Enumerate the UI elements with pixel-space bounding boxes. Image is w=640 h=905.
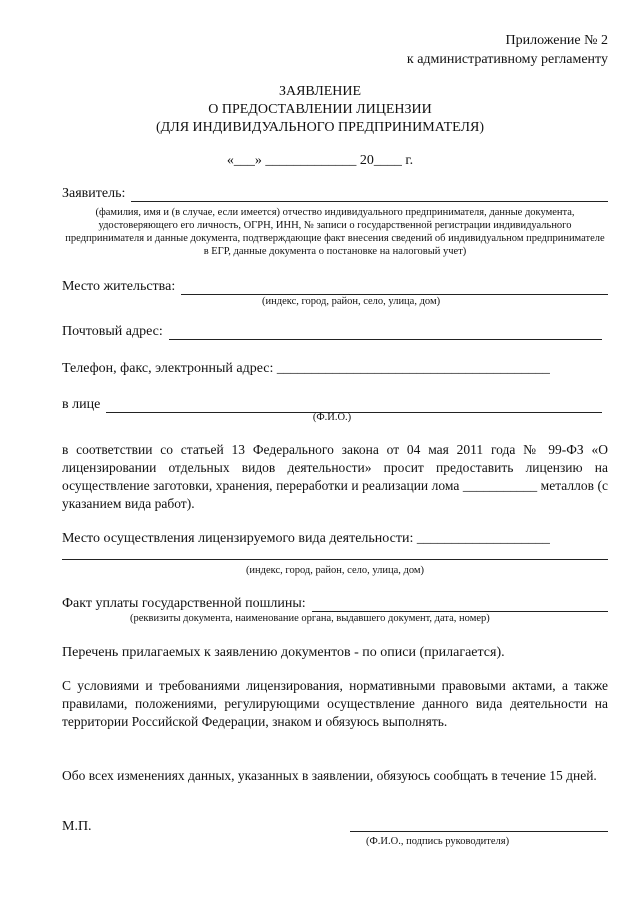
fee-label: Факт уплаты государственной пошлины:: [62, 596, 306, 611]
activity-place-hint: (индекс, город, район, село, улица, дом): [245, 565, 425, 576]
residence-field[interactable]: [181, 282, 608, 295]
postal-field[interactable]: [169, 327, 602, 340]
date-line: «___» _____________ 20____ г.: [226, 153, 414, 168]
signature-field[interactable]: [350, 831, 608, 832]
postal-row: [62, 323, 602, 340]
documents-paragraph: Перечень прилагаемых к заявлению документов - по описи (прилагается).: [62, 645, 505, 660]
residence-hint: (индекс, город, район, село, улица, дом): [262, 296, 441, 307]
title-line-3: (ДЛЯ ИНДИВИДУАЛЬНОГО ПРЕДПРИНИМАТЕЛЯ): [155, 120, 485, 135]
regulation-reference: к административному регламенту: [406, 52, 608, 67]
fee-row: [62, 595, 608, 612]
applicant-hint: (фамилия, имя и (в случае, если имеется) отчество индивидуального предпринимателя, данные документа, удостоверяющего его личность, ОГРН, ИНН, № записи о государственной регистрации индивидуального предпринимателя и данные документа, подтверждающие факт внесения сведений об индивидуальном предпринимателе в ЕГР, данные документа о постановке на налоговый учет): [65, 207, 605, 257]
changes-paragraph: Обо всех изменениях данных, указанных в заявлении, обязуюсь сообщать в течение 15 дней.: [62, 768, 597, 783]
contacts-line: Телефон, факс, электронный адрес: _______________________________________: [62, 361, 550, 376]
postal-label: Почтовый адрес:: [62, 324, 163, 339]
conditions-paragraph: С условиями и требованиями лицензирования, нормативными правовыми актами, а также правилами, положениями, регулирующими осуществление данного вида деятельности на территории Российской Федерации, знаком и обязуюсь выполнять.: [62, 678, 608, 729]
stamp-label: М.П.: [62, 819, 92, 834]
person-hint: (Ф.И.О.): [312, 412, 352, 423]
fee-field[interactable]: [312, 599, 608, 612]
person-label: в лице: [62, 397, 101, 412]
applicant-label: Заявитель:: [62, 186, 126, 201]
residence-label: Место жительства:: [62, 279, 176, 294]
residence-row: [62, 278, 608, 295]
fee-hint: (реквизиты документа, наименование органа, выдавшего документ, дата, номер): [130, 613, 490, 624]
applicant-row: [62, 185, 608, 202]
appendix-number: Приложение № 2: [505, 33, 608, 48]
title-line-1: ЗАЯВЛЕНИЕ: [278, 84, 362, 99]
applicant-field[interactable]: [131, 189, 608, 202]
activity-place-field[interactable]: [62, 559, 608, 560]
request-paragraph: в соответствии со статьей 13 Федерального закона от 04 мая 2011 года № 99-ФЗ «О лицензировании отдельных видов деятельности» просит предоставить лицензию на осуществление заготовки, хранения, переработки и реализации лома ___________ металлов (с указанием вида работ).: [62, 442, 608, 511]
signature-hint: (Ф.И.О., подпись руководителя): [366, 836, 510, 847]
title-line-2: О ПРЕДОСТАВЛЕНИИ ЛИЦЕНЗИИ: [208, 102, 432, 117]
activity-place-line: Место осуществления лицензируемого вида деятельности: ___________________: [62, 531, 550, 546]
